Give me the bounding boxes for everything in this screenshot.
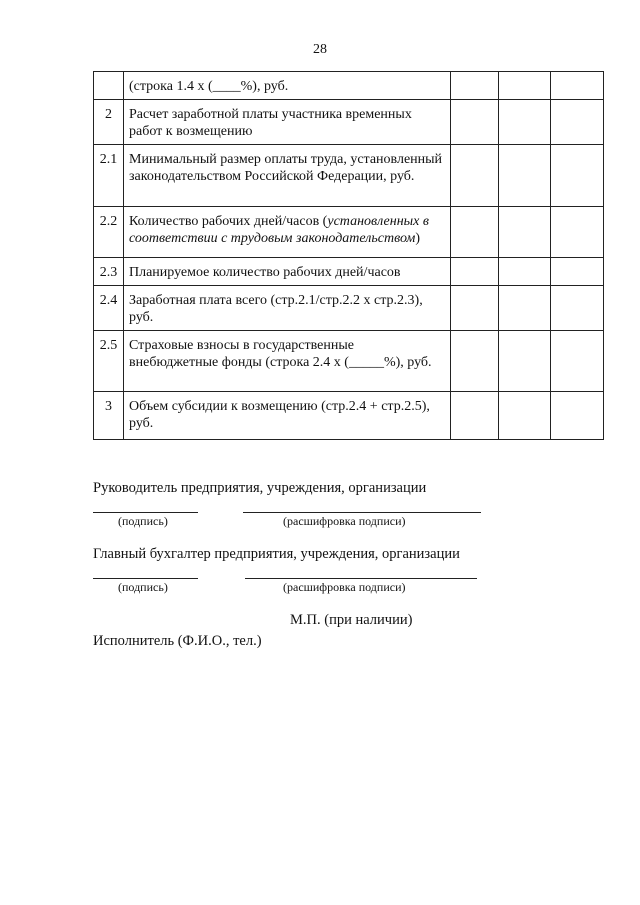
italic-text-segment: установленных в соответствии с трудовым законодательством xyxy=(129,214,429,246)
text-segment: Страховые взносы в государственные внебюджетные фонды (строка 2.4 х (_____%), руб. xyxy=(129,338,432,370)
value-cell-3[interactable] xyxy=(551,286,604,331)
text-segment: Заработная плата всего (стр.2.1/стр.2.2 х стр.2.3), руб. xyxy=(129,293,423,325)
row-number-cell: 2.1 xyxy=(94,145,124,207)
value-cell-2[interactable] xyxy=(499,258,551,286)
value-cell-3[interactable] xyxy=(551,207,604,258)
table-row xyxy=(94,331,604,392)
value-cell-3[interactable] xyxy=(551,145,604,207)
text-segment: Расчет заработной платы участника временных работ к возмещению xyxy=(129,107,412,139)
value-cell-1[interactable] xyxy=(451,145,499,207)
text-segment: Минимальный размер оплаты труда, установленный законодательством Российской Федерации, руб. xyxy=(129,152,443,184)
value-cell-3[interactable] xyxy=(551,392,604,440)
accountant-decoding-caption: (расшифровка подписи) xyxy=(283,580,406,594)
text-segment: Объем субсидии к возмещению (стр.2.4 + стр.2.5), руб. xyxy=(129,399,430,431)
head-signature-title: Руководитель предприятия, учреждения, организации xyxy=(93,480,427,496)
row-number-cell: 2.5 xyxy=(94,331,124,392)
row-description-cell xyxy=(124,72,451,100)
row-description-cell xyxy=(124,331,451,392)
row-number-cell: 2.2 xyxy=(94,207,124,258)
value-cell-1[interactable] xyxy=(451,286,499,331)
value-cell-3[interactable] xyxy=(551,331,604,392)
accountant-signature-caption: (подпись) xyxy=(118,580,168,594)
text-segment: (строка 1.4 х (____%), руб. xyxy=(129,79,289,94)
value-cell-2[interactable] xyxy=(499,286,551,331)
value-cell-2[interactable] xyxy=(499,331,551,392)
text-segment: ) xyxy=(415,231,421,246)
table-row xyxy=(94,286,604,331)
table-row xyxy=(94,72,604,100)
stamp-placeholder: М.П. (при наличии) xyxy=(290,612,413,628)
head-decoding-caption: (расшифровка подписи) xyxy=(283,514,406,528)
table-body xyxy=(94,72,604,440)
accountant-decoding-line[interactable] xyxy=(245,578,477,579)
page-number: 28 xyxy=(313,42,327,57)
row-description-cell xyxy=(124,392,451,440)
value-cell-1[interactable] xyxy=(451,331,499,392)
row-number-cell: 2.4 xyxy=(94,286,124,331)
table-row xyxy=(94,207,604,258)
head-signature-line[interactable] xyxy=(93,512,198,513)
row-number-cell: 3 xyxy=(94,392,124,440)
row-number-cell: 2 xyxy=(94,100,124,145)
table-row xyxy=(94,392,604,440)
table-row xyxy=(94,258,604,286)
value-cell-2[interactable] xyxy=(499,100,551,145)
row-number-cell xyxy=(94,72,124,100)
row-description-cell xyxy=(124,100,451,145)
value-cell-1[interactable] xyxy=(451,72,499,100)
accountant-signature-line[interactable] xyxy=(93,578,198,579)
value-cell-3[interactable] xyxy=(551,258,604,286)
value-cell-1[interactable] xyxy=(451,392,499,440)
row-description-cell xyxy=(124,145,451,207)
value-cell-3[interactable] xyxy=(551,72,604,100)
table-row xyxy=(94,145,604,207)
value-cell-1[interactable] xyxy=(451,207,499,258)
row-description-cell xyxy=(124,286,451,331)
accountant-signature-title: Главный бухгалтер предприятия, учреждения, организации xyxy=(93,546,460,562)
value-cell-1[interactable] xyxy=(451,258,499,286)
value-cell-2[interactable] xyxy=(499,392,551,440)
text-segment: Количество рабочих дней/часов ( xyxy=(129,214,328,229)
text-segment: Планируемое количество рабочих дней/часов xyxy=(129,265,401,280)
subsidy-calculation-table xyxy=(93,71,604,440)
row-description-cell xyxy=(124,207,451,258)
value-cell-2[interactable] xyxy=(499,72,551,100)
row-number-cell: 2.3 xyxy=(94,258,124,286)
value-cell-2[interactable] xyxy=(499,145,551,207)
head-signature-caption: (подпись) xyxy=(118,514,168,528)
row-description-cell xyxy=(124,258,451,286)
value-cell-2[interactable] xyxy=(499,207,551,258)
executor-label: Исполнитель (Ф.И.О., тел.) xyxy=(93,633,262,649)
value-cell-1[interactable] xyxy=(451,100,499,145)
head-decoding-line[interactable] xyxy=(243,512,481,513)
value-cell-3[interactable] xyxy=(551,100,604,145)
table-row xyxy=(94,100,604,145)
